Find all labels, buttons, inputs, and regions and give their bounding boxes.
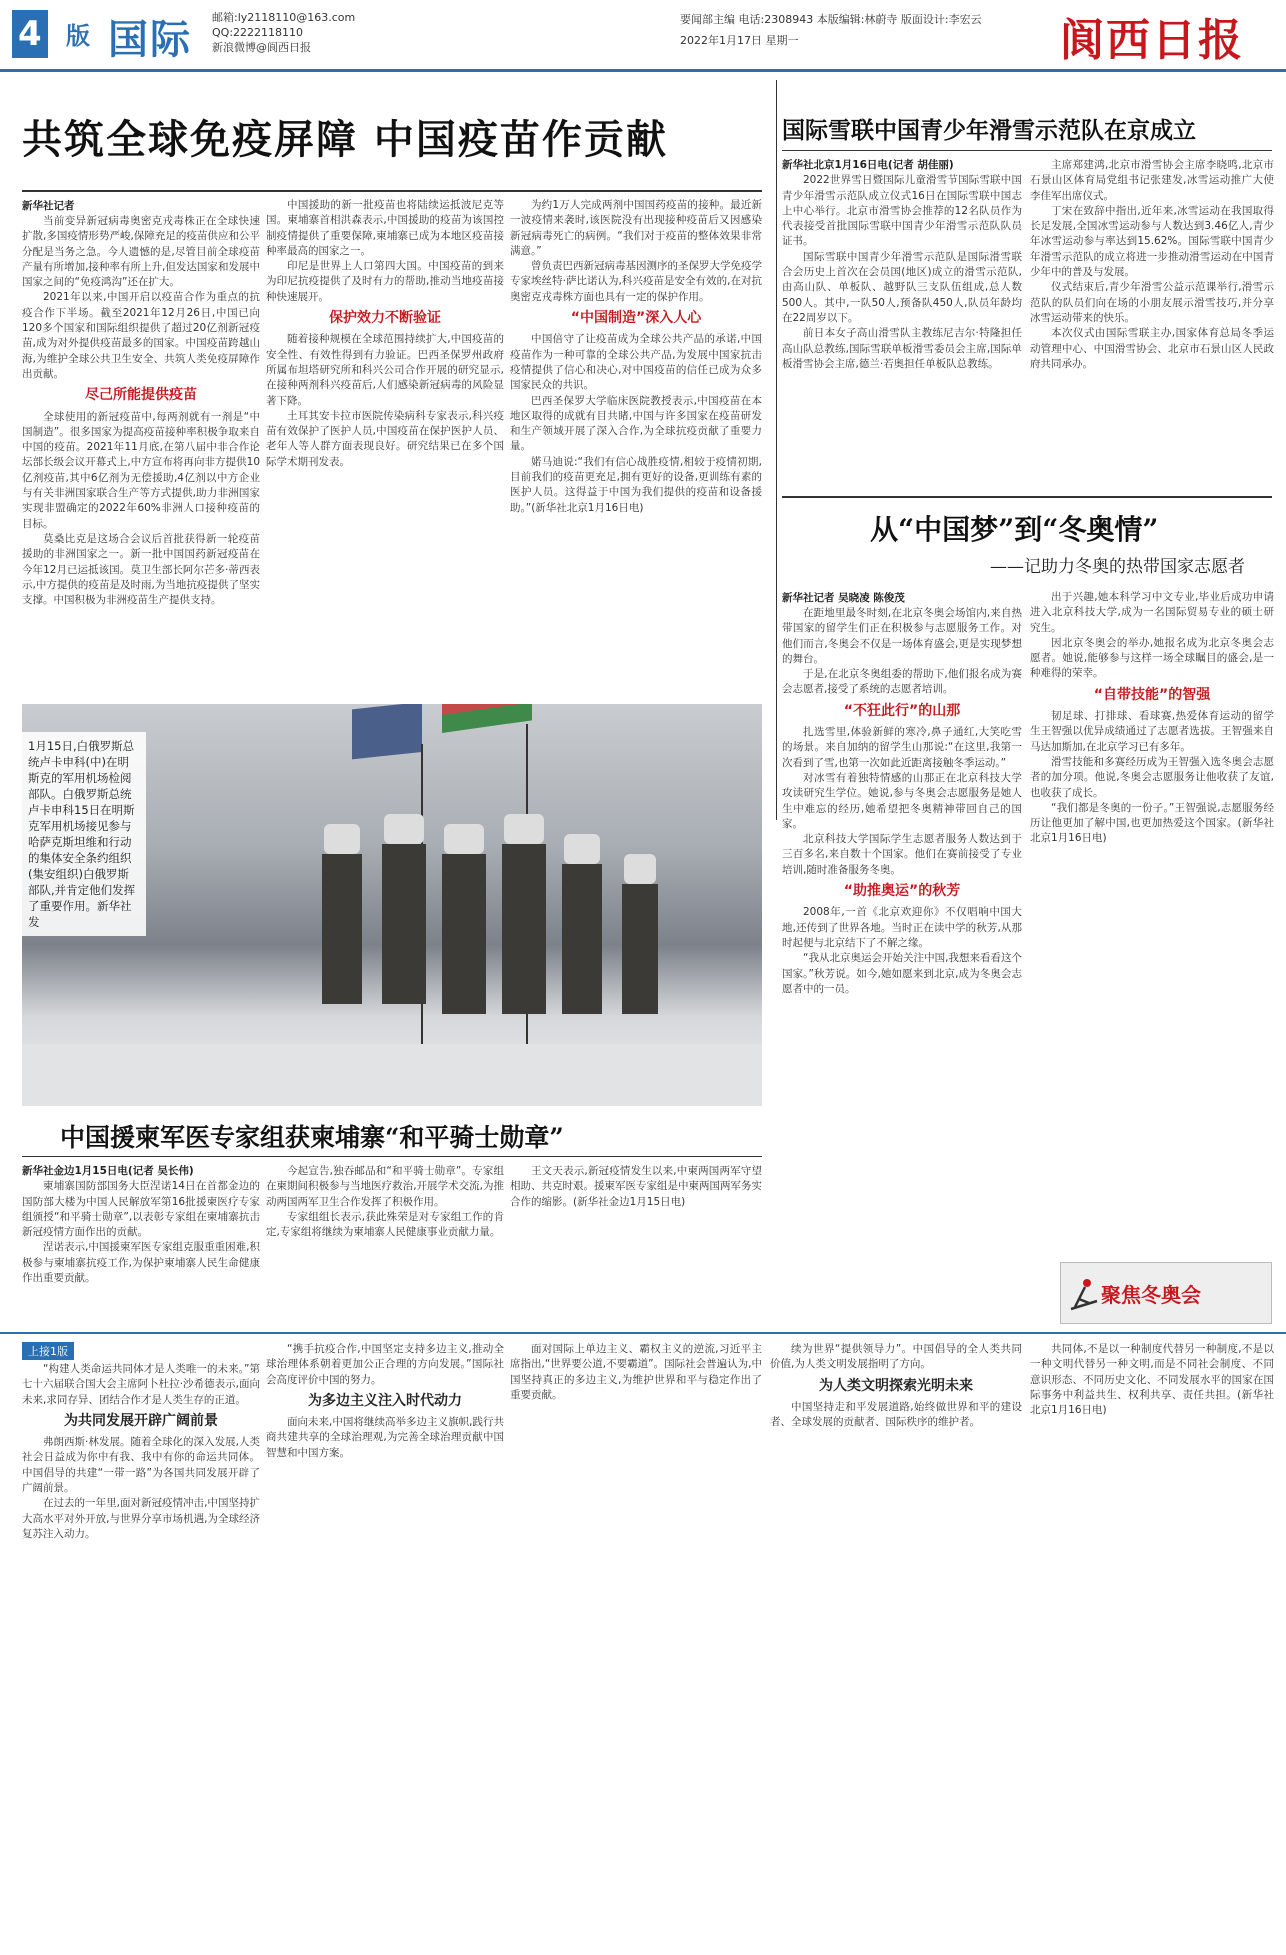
paragraph: 柬埔寨国防部国务大臣涅诺14日在首都金边的国防部大楼为中国人民解放军第16批援柬医疗专家组颁授“和平骑士勋章”,以表彰专家组在柬埔寨抗击新冠疫情方面作出的贡献。 (22, 1180, 260, 1239)
divider (782, 150, 1272, 151)
paragraph: “携手抗疫合作,中国坚定支持多边主义,推动全球治理体系朝着更加公正合理的方向发展。”国际社会高度评价中国的努力。 (266, 1343, 504, 1386)
paragraph: 随着接种规模在全球范围持续扩大,中国疫苗的安全性、有效性得到有力验证。巴西圣保罗州政府所属布坦塔研究所和科兴公司合作开展的研究显示,在接种两剂科兴疫苗后,人们感染新冠病毒的风险显著下降。 (266, 333, 504, 407)
cambodia-byline: 新华社金边1月15日电(记者 吴长伟) (22, 1165, 194, 1177)
paragraph: 仪式结束后,青少年滑雪公益示范课举行,滑雪示范队的队员们向在场的小朋友展示滑雪技巧,并分享冰雪运动带来的快乐。 (1030, 281, 1274, 324)
continued-tag: 上接1版 (22, 1342, 74, 1360)
contact-email: 邮箱:ly2118110@163.com (212, 11, 356, 24)
ski-headline: 国际雪联中国青少年滑雪示范队在京成立 (782, 117, 1196, 144)
paragraph: 今起宣告,独吞邮品和“和平骑士勋章”。专家组在柬期间积极参与当地医疗救治,开展学术交流,为推动两国两军卫生合作发挥了积极作用。 (266, 1165, 504, 1208)
paragraph: 弗朗西斯·林发展。随着全球化的深入发展,人类社会日益成为你中有我、我中有你的命运共同体。中国倡导的共建“一带一路”为各国共同发展开辟了广阔前景。 (22, 1436, 260, 1495)
paragraph: 在过去的一年里,面对新冠疫情冲击,中国坚持扩大高水平对外开放,与世界分享市场机遇,为全球经济复苏注入动力。 (22, 1497, 260, 1540)
editor-info: 要闻部主编 电话:2308943 本版编辑:林蔚寺 版面设计:李宏云 (680, 13, 982, 26)
contact-info (212, 10, 355, 55)
paragraph: 全球使用的新冠疫苗中,每两剂就有一剂是“中国制造”。很多国家为提高疫苗接种率积极争取来自中国的疫苗。2021年11月底,在第八届中非合作论坛部长级会议开幕式上,中方宣布将再向非方提供10亿剂疫苗,其中6亿剂为无偿援助,4亿剂以中方企业与有关非洲国家联合生产等方式提供,助力非洲国家实现非盟确定的2022年60%非洲人口接种疫苗的目标。 (22, 410, 260, 530)
paragraph: 涅诺表示,中国援柬军医专家组克服重重困难,积极参与柬埔寨抗疫工作,为保护柬埔寨人民生命健康作出重要贡献。 (22, 1241, 260, 1285)
vaccine-column-1 (22, 214, 260, 694)
paragraph: 对冰雪有着独特情感的山那正在北京科技大学攻读研究生学位。她说,参与冬奥会志愿服务是她人生中难忘的经历,她希望把冬奥精神带回自己的国家。 (782, 771, 1022, 830)
paragraph: 前日本女子高山滑雪队主教练尼吉尔·特隆担任高山队总教练,国际雪联单板滑雪委员会主席,国际单板滑雪协会主席,德兰·若奥担任单板队总教练。 (782, 327, 1022, 370)
paragraph: “我们都是冬奥的一份子。”王智强说,志愿服务经历让他更加了解中国,也更加热爱这个国家。(新华社北京1月16日电) (1030, 801, 1274, 845)
paragraph: 2022世界雪日暨国际儿童滑雪节国际雪联中国青少年滑雪示范队成立仪式16日在国际雪联中国志上中心举行。北京市滑雪协会推荐的12名队员作为代表接受首批国际雪联中国青少年滑雪示范队队员证书。 (782, 174, 1022, 248)
vaccine-headline: 共筑全球免疫屏障 中国疫苗作贡献 (22, 116, 668, 163)
paragraph: 主席郑建鸿,北京市滑雪协会主席李晓鸣,北京市石景山区体育局党组书记张建发,冰雪运动推广大使李佳军出席仪式。 (1030, 159, 1274, 202)
paragraph: 本次仪式由国际雪联主办,国家体育总局冬季运动管理中心、中国滑雪协会、北京市石景山区人民政府共同承办。 (1030, 327, 1274, 370)
paragraph: 莫桑比克是这场合会议后首批获得新一轮疫苗援助的非洲国家之一。新一批中国国药新冠疫苗在今年12月已运抵该国。莫卫生部长阿尔芒多·蒂西表示,中方提供的疫苗是及时雨,为当地抗疫提供了坚实支撑。中国积极为非洲疫苗生产提供支持。 (22, 532, 260, 607)
skier-icon (1069, 1277, 1099, 1311)
winter-games-ad (1060, 1262, 1272, 1324)
page-number: 4 (12, 10, 48, 58)
paragraph: 滑雪技能和多赛经历成为王智强入选冬奥会志愿者的加分项。他说,冬奥会志愿服务让他收获了友谊,也收获了成长。 (1030, 755, 1274, 799)
column-divider (776, 80, 777, 820)
section-divider (0, 1332, 1286, 1334)
paragraph: 于是,在北京冬奥组委的帮助下,他们报名成为赛会志愿者,接受了系统的志愿者培训。 (782, 668, 1022, 696)
subheading: 为共同发展开辟广阔前景 (64, 1412, 218, 1429)
paragraph: 为约1万人完成两剂中国国药疫苗的接种。最近新一波疫情来袭时,该医院没有出现接种疫苗后又因感染新冠病毒死亡的病例。“我们对于疫苗的整体效果非常满意。” (510, 199, 762, 257)
divider (22, 190, 762, 192)
paragraph: 婼马迪说:“我们有信心战胜疫情,相较于疫情初期,目前我们的疫苗更充足,拥有更好的设备,更训练有素的医护人员。这得益于中国为我们提供的疫苗和设备援助。”(新华社北京1月16日电) (510, 455, 762, 514)
paragraph: 丁宋在致辞中指出,近年来,冰雪运动在我国取得长足发展,全国冰雪运动参与人数达到3.46亿人,青少年冰雪运动参与率达到15.62%。国际雪联中国青少年滑雪示范队的成立将进一步推动滑雪运动在中国青少年中的普及与发展。 (1030, 204, 1274, 279)
subheading: “中国制造”深入人心 (570, 310, 702, 327)
paragraph: “构建人类命运共同体才是人类唯一的未来。”第七十六届联合国大会主席阿卜杜拉·沙希德表示,面向未来,求同存异、团结合作才是人类生存的正道。 (22, 1363, 260, 1406)
winter-column-1 (782, 606, 1022, 1326)
paragraph: 韧足球、打排球、看球赛,热爱体育运动的留学生王智强以优异成绩通过了志愿者选拔。王智强来自马达加斯加,在北京学习已有多年。 (1030, 710, 1274, 753)
paragraph: 专家组组长表示,获此殊荣是对专家组工作的肯定,专家组将继续为柬埔寨人民健康事业贡献力量。 (266, 1210, 504, 1239)
vaccine-byline: 新华社记者 (22, 200, 75, 212)
photo-caption: 1月15日,白俄罗斯总统卢卡申科(中)在明斯克的军用机场检阅部队。白俄罗斯总统卢卡申科15日在明斯克军用机场接见参与哈萨克斯坦维和行动的集体安全条约组织(集安组织)白俄罗斯部队,并肯定他们发挥了重要作用。新华社发 (22, 732, 146, 936)
paragraph: 因北京冬奥会的举办,她报名成为北京冬奥会志愿者。她说,能够参与这样一场全球瞩目的盛会,是一种难得的荣幸。 (1030, 636, 1274, 680)
paragraph: 印尼是世界上人口第四大国。中国疫苗的到来为印尼抗疫提供了及时有力的帮助,推动当地疫苗接种快速展开。 (266, 260, 504, 303)
subheading: 为多边主义注入时代动力 (308, 1392, 462, 1409)
winter-headline: 从“中国梦”到“冬奥情” (870, 513, 1159, 546)
subheading: “不狂此行”的山那 (843, 702, 961, 719)
paragraph: 面向未来,中国将继续高举多边主义旗帜,践行共商共建共享的全球治理观,为完善全球治理贡献中国智慧和中国方案。 (266, 1416, 504, 1459)
cambodia-column-1 (22, 1164, 260, 1324)
lower-column-3 (510, 1342, 762, 1946)
cambodia-headline: 中国援柬军医专家组获柬埔寨“和平骑士勋章” (60, 1123, 564, 1152)
paragraph: 2021年以来,中国开启以疫苗合作为重点的抗疫合作下半场。截至2021年12月26日,中国已向120多个国家和国际组织提供了超过20亿剂新冠疫苗,成为对外提供疫苗最多的国家。中国疫苗跨越山海,为维护全球公共卫生安全、共筑人类免疫屏障作出贡献。 (22, 291, 260, 380)
news-photo (22, 704, 762, 1106)
cambodia-column-2 (266, 1164, 504, 1324)
vaccine-column-3 (510, 198, 762, 692)
ski-column-1 (782, 158, 1022, 488)
paragraph: 巴西圣保罗大学临床医院教授表示,中国疫苗在本地区取得的成就有目共睹,中国与许多国家在疫苗研发和生产领域开展了深入合作,为全球抗疫贡献了重要力量。 (510, 394, 762, 453)
subheading: “助推奥运”的秋芳 (843, 883, 961, 900)
winter-byline: 新华社记者 吴晓凌 陈俊茂 (782, 592, 905, 604)
paragraph: 续为世界“提供领导力”。中国倡导的全人类共同价值,为人类文明发展指明了方向。 (770, 1343, 1022, 1371)
contact-weibo: 新浪微博@阆西日报 (212, 41, 311, 54)
lower-column-2 (266, 1342, 504, 1946)
paragraph: 出于兴趣,她本科学习中文专业,毕业后成功申请进入北京科技大学,成为一名国际贸易专业的硕士研究生。 (1030, 591, 1274, 634)
paragraph: 北京科技大学国际学生志愿者服务人数达到于三百多名,来自数十个国家。他们在赛前接受了专业培训,随时准备服务冬奥。 (782, 833, 1022, 876)
paragraph: 王文天表示,新冠疫情发生以来,中柬两国两军守望相助、共克时艰。援柬军医专家组是中柬两国两军务实合作的缩影。(新华社金边1月15日电) (510, 1165, 762, 1208)
lower-column-4 (770, 1342, 1022, 1946)
paragraph: 曾负责巴西新冠病毒基因测序的圣保罗大学免疫学专家埃丝特·萨比诺认为,科兴疫苗是安全有效的,在对抗奥密克戎毒株方面也具有一定的保护作用。 (510, 260, 762, 303)
paragraph: 当前变异新冠病毒奥密克戎毒株正在全球快速扩散,多国疫情形势严峻,保障充足的疫苗供应和公平分配是当务之急。今人遗憾的是,尽管目前全球疫苗产量有所增加,接种率有所上升,但发达国家和发展中国家之间的“免疫鸿沟”还在扩大。 (22, 215, 260, 289)
subheading: 尽己所能提供疫苗 (85, 387, 197, 404)
ski-column-2 (1030, 158, 1274, 488)
cambodia-column-3 (510, 1164, 762, 1324)
paragraph: 2008年,一首《北京欢迎你》不仅唱响中国大地,还传到了世界各地。当时正在读中学的秋芳,从那时起便与北京结下了不解之缘。 (782, 906, 1022, 949)
paragraph: 扎选雪里,体验新鲜的寒冷,鼻子通红,大笑吃雪的场景。来自加纳的留学生山那说:“在这里,我第一次看到了雪,也第一次如此近距离接触冬季运动。” (782, 726, 1022, 769)
lower-column-5 (1030, 1342, 1274, 1946)
page-ban-label: 版 (66, 22, 90, 50)
issue-date: 2022年1月17日 星期一 (680, 34, 799, 47)
paragraph: “我从北京奥运会开始关注中国,我想来看看这个国家。”秋芳说。如今,她如愿来到北京,成为冬奥会志愿者中的一员。 (782, 952, 1022, 995)
section-title: 国际 (108, 16, 192, 63)
divider (22, 1156, 762, 1157)
paragraph: 中国援助的新一批疫苗也将陆续运抵波尼克等国。柬埔寨首相洪森表示,中国援助的疫苗为该国控制疫情提供了重要保障,柬埔寨已成为本地区疫苗接种率最高的国家之一。 (266, 199, 504, 257)
contact-qq: QQ:2222118110 (212, 26, 304, 39)
paragraph: 中国倍守了让疫苗成为全球公共产品的承诺,中国疫苗作为一种可靠的全球公共产品,为发展中国家抗击疫情提供了信心和决心,对中国疫苗的信任已成为众多国家民众的共识。 (510, 333, 762, 392)
paragraph: 共同体,不是以一种制度代替另一种制度,不是以一种文明代替另一种文明,而是不同社会制度、不同意识形态、不同历史文化、不同发展水平的国家在国际事务中利益共生、权利共享、责任共担。(新华社北京1月16日电) (1030, 1343, 1274, 1417)
subheading: “自带技能”的智强 (1093, 686, 1211, 703)
ski-byline: 新华社北京1月16日电(记者 胡佳丽) (782, 159, 954, 171)
paragraph: 土耳其安卡拉市医院传染病科专家表示,科兴疫苗有效保护了医护人员,中国疫苗在保护医护人员、老年人等人群方面表现良好。研究结果已在多个国际学术期刊发表。 (266, 409, 504, 468)
winter-column-2 (1030, 590, 1274, 1250)
newspaper-logo: 阆西日报 (1060, 15, 1244, 66)
subheading: 保护效力不断验证 (329, 310, 441, 327)
vaccine-column-2 (266, 198, 504, 692)
lower-column-1 (22, 1362, 260, 1946)
paragraph: 中国坚持走和平发展道路,始终做世界和平的建设者、全球发展的贡献者、国际秩序的维护者。 (770, 1400, 1022, 1429)
paragraph: 面对国际上单边主义、霸权主义的逆流,习近平主席指出,“世界要公道,不要霸道”。国际社会普遍认为,中国坚持真正的多边主义,为维护世界和平与稳定作出了重要贡献。 (510, 1343, 762, 1401)
paragraph: 国际雪联中国青少年滑雪示范队是国际滑雪联合会历史上首次在会员国(地区)成立的滑雪示范队,由高山队、单板队、越野队三支队伍组成,总人数500人。其中,一队50人,预备队450人,队员年龄均在22周岁以下。 (782, 250, 1022, 324)
winter-subheadline: ——记助力冬奥的热带国家志愿者 (990, 557, 1245, 577)
divider (782, 496, 1272, 498)
paragraph: 在距地里最冬时刻,在北京冬奥会场馆内,来自热带国家的留学生们正在积极参与志愿服务工作。对他们而言,冬奥会不仅是一场体育盛会,更是实现梦想的舞台。 (782, 607, 1022, 665)
subheading: 为人类文明探索光明未来 (819, 1377, 973, 1394)
ad-text: 聚焦冬奥会 (1101, 1283, 1201, 1307)
